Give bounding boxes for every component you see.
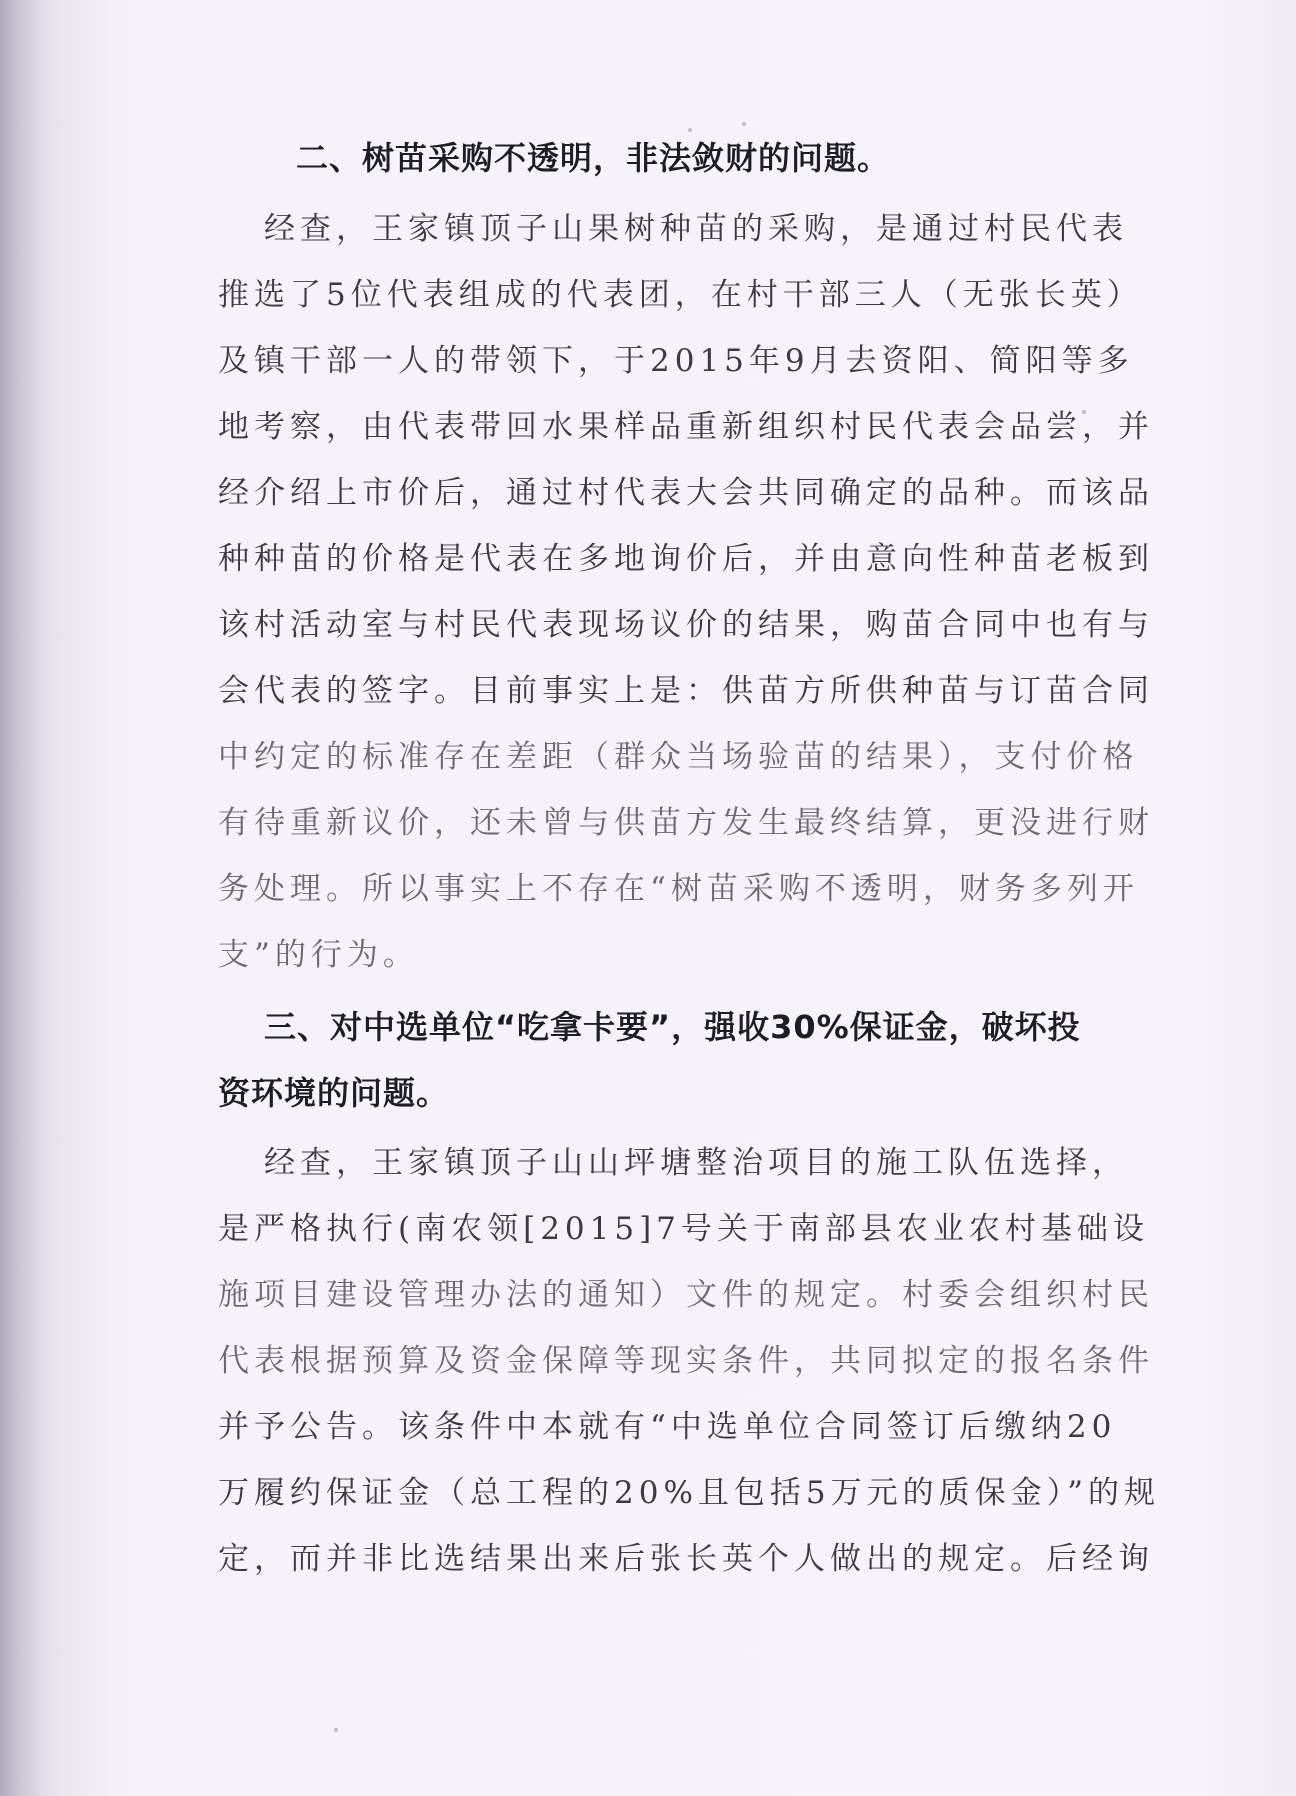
text-line: 经查，王家镇顶子山山坪塘整治项目的施工队伍选择，: [264, 1145, 1128, 1181]
text-line: 支”的行为。: [218, 937, 419, 973]
text-line: 务处理。所以事实上不存在“树苗采购不透明，财务多列开: [218, 871, 1139, 907]
text-line: 会代表的签字。目前事实上是：供苗方所供种苗与订苗合同: [218, 673, 1154, 709]
text-line: 中约定的标准存在差距（群众当场验苗的结果），支付价格: [218, 739, 1139, 775]
text-line: 万履约保证金（总工程的20%且包括5万元的质保金）”的规: [218, 1475, 1160, 1511]
text-line: 代表根据预算及资金保障等现实条件，共同拟定的报名条件: [218, 1343, 1154, 1379]
section-2-paragraph: [218, 196, 1154, 988]
text-line: 定，而并非比选结果出来后张长英个人做出的规定。后经询: [218, 1541, 1154, 1577]
section-2-heading: 二、树苗采购不透明，非法敛财的问题。: [296, 139, 891, 177]
scan-speck: [742, 122, 746, 126]
heading-line: 资环境的问题。: [218, 1074, 450, 1112]
binding-shadow: [0, 0, 110, 1796]
text-line: 及镇干部一人的带领下，于2015年9月去资阳、简阳等多: [218, 343, 1134, 379]
heading-line: 三、对中选单位“吃拿卡要”，强收30%保证金，破坏投: [264, 1008, 1081, 1046]
text-line: 经查，王家镇顶子山果树种苗的采购，是通过村民代表: [264, 211, 1128, 247]
text-line: 施项目建设管理办法的通知）文件的规定。村委会组织村民: [218, 1277, 1154, 1313]
section-3-heading: [218, 994, 1098, 1126]
text-line: 是严格执行(南农领[2015]7号关于南部县农业农村基础设: [218, 1211, 1149, 1247]
text-line: 地考察，由代表带回水果样品重新组织村民代表会品尝，并: [218, 409, 1154, 445]
text-line: 并予公告。该条件中本就有“中选单位合同签订后缴纳20: [218, 1409, 1117, 1445]
text-line: 推选了5位代表组成的代表团，在村干部三人（无张长英）: [218, 277, 1143, 313]
text-line: 经介绍上市价后，通过村代表大会共同确定的品种。而该品: [218, 475, 1154, 511]
document-body: [218, 130, 1160, 1592]
text-line: 该村活动室与村民代表现场议价的结果，购苗合同中也有与: [218, 607, 1154, 643]
scan-speck: [334, 1728, 338, 1732]
text-line: 种种苗的价格是代表在多地询价后，并由意向性种苗老板到: [218, 541, 1154, 577]
text-line: 有待重新议价，还未曾与供苗方发生最终结算，更没进行财: [218, 805, 1154, 841]
section-3-paragraph: [218, 1130, 1160, 1592]
